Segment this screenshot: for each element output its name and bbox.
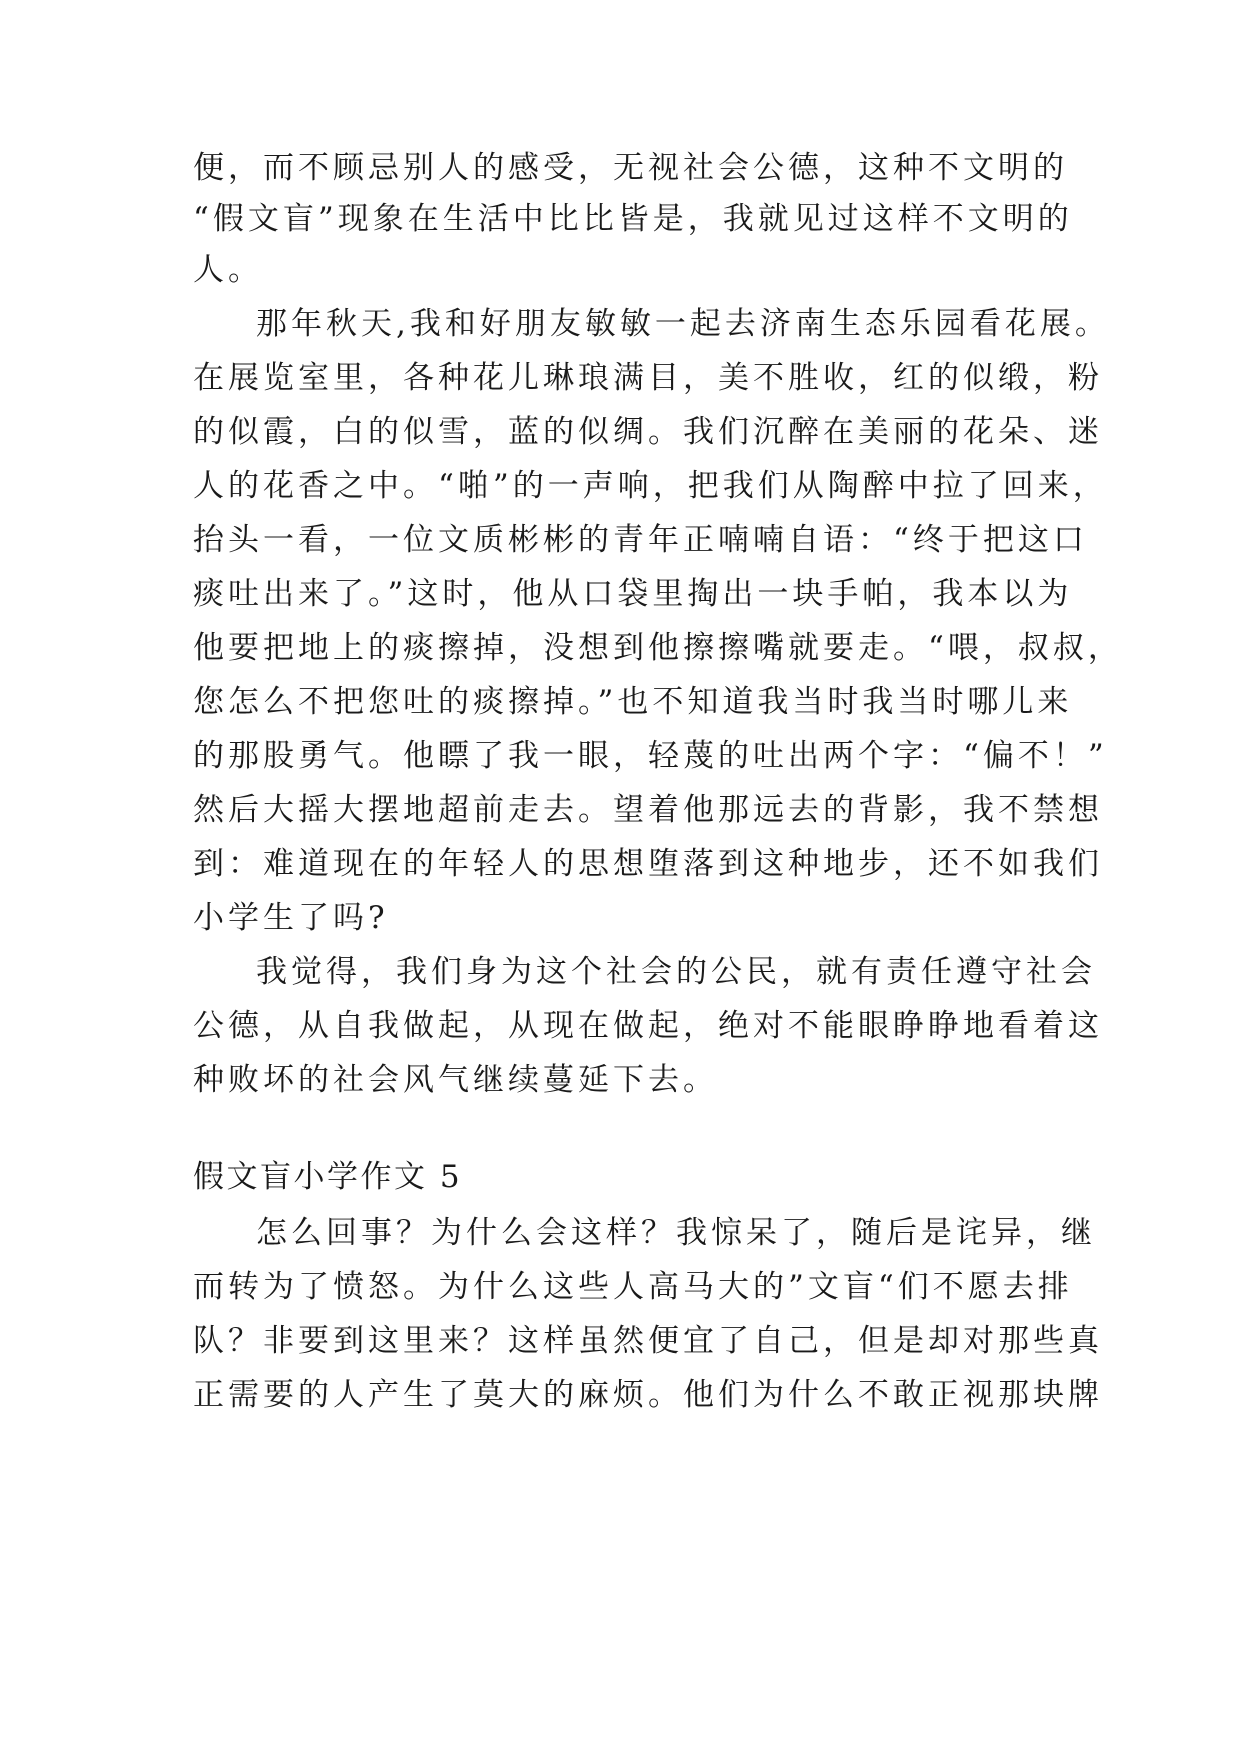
paragraph-line: 那年秋天,我和好朋友敏敏一起去济南生态乐园看花展。 [256, 306, 1110, 342]
paragraph-line: 公德，从自我做起，从现在做起，绝对不能眼睁睁地看着这 [193, 1008, 1103, 1044]
paragraph-line: 抬头一看，一位文质彬彬的青年正喃喃自语：“终于把这口 [193, 522, 1088, 558]
section-heading: 假文盲小学作文 5 [193, 1159, 463, 1195]
paragraph-line: 小学生了吗? [193, 900, 389, 936]
paragraph-line: 种败坏的社会风气继续蔓延下去。 [193, 1062, 718, 1098]
paragraph-line: “假文盲”现象在生活中比比皆是，我就见过这样不文明的 [193, 201, 1073, 237]
paragraph-line: 人的花香之中。“啪”的一声响，把我们从陶醉中拉了回来， [193, 468, 1108, 504]
paragraph-line: 您怎么不把您吐的痰擦掉。”也不知道我当时我当时哪儿来 [193, 684, 1073, 720]
paragraph-line: 他要把地上的痰擦掉，没想到他擦擦嘴就要走。“喂，叔叔， [193, 630, 1123, 666]
paragraph-line: 人。 [193, 252, 263, 288]
paragraph-line: 到：难道现在的年轻人的思想堕落到这种地步，还不如我们 [193, 846, 1103, 882]
paragraph-line: 在展览室里，各种花儿琳琅满目，美不胜收，红的似缎，粉 [193, 360, 1103, 396]
paragraph-line: 便，而不顾忌别人的感受，无视社会公德，这种不文明的 [193, 150, 1068, 186]
paragraph-line: 然后大摇大摆地超前走去。望着他那远去的背影，我不禁想 [193, 792, 1103, 828]
paragraph-line: 我觉得，我们身为这个社会的公民，就有责任遵守社会 [256, 954, 1096, 990]
paragraph-line: 正需要的人产生了莫大的麻烦。他们为什么不敢正视那块牌 [193, 1377, 1103, 1413]
paragraph-line: 的那股勇气。他瞟了我一眼，轻蔑的吐出两个字：“偏不！” [193, 738, 1108, 774]
paragraph-line: 的似霞，白的似雪，蓝的似绸。我们沉醉在美丽的花朵、迷 [193, 414, 1103, 450]
paragraph-line: 怎么回事？为什么会这样？我惊呆了，随后是诧异，继 [256, 1215, 1096, 1251]
paragraph-line: 痰吐出来了。”这时，他从口袋里掏出一块手帕，我本以为 [193, 576, 1073, 612]
paragraph-line: 队？非要到这里来？这样虽然便宜了自己，但是却对那些真 [193, 1323, 1103, 1359]
paragraph-line: 而转为了愤怒。为什么这些人高马大的”文盲“们不愿去排 [193, 1269, 1073, 1305]
